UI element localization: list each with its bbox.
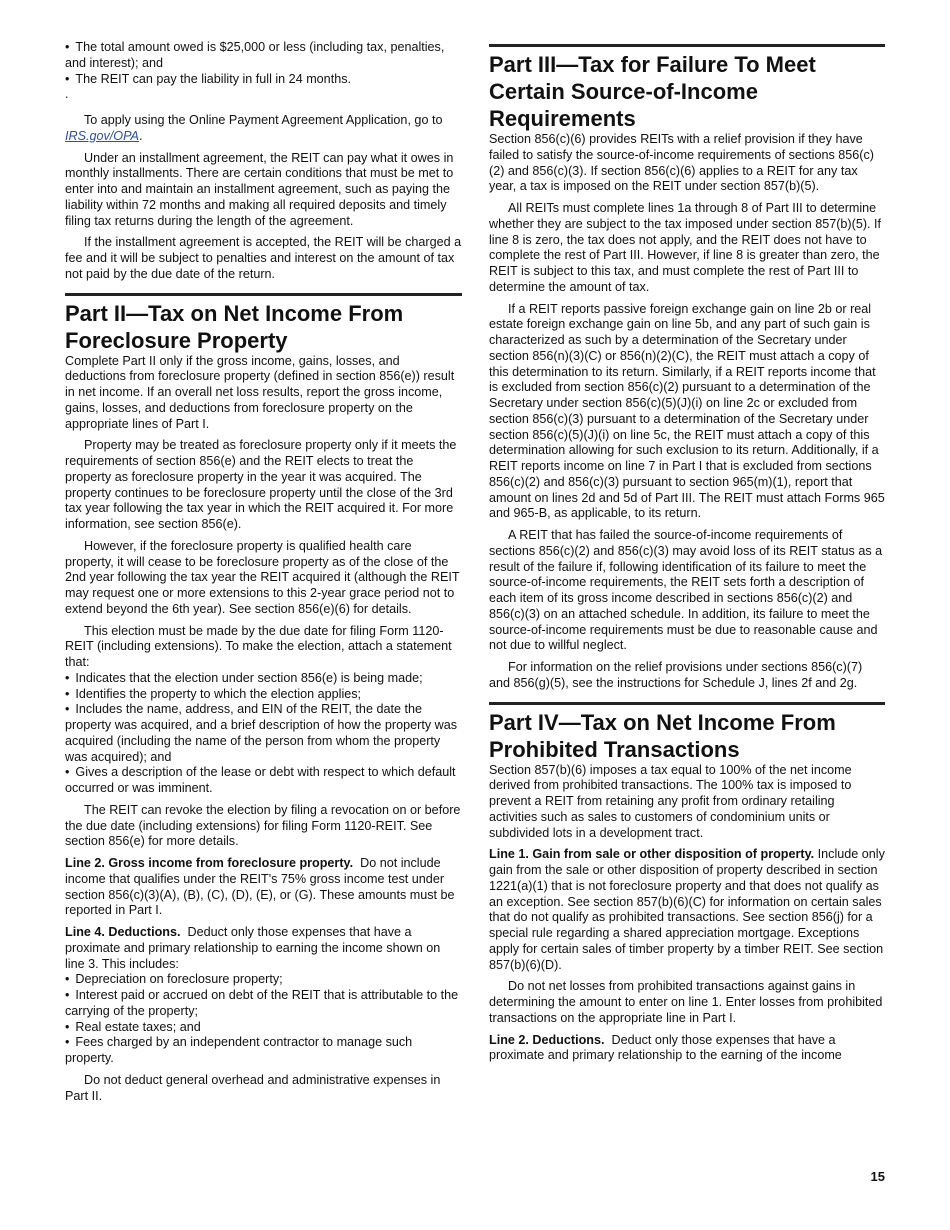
list-item: • Includes the name, address, and EIN of the REIT, the date the property was acquired, and a brief description of how the property was acquired (including the name of the person from whom the property was acquired); and (65, 702, 462, 765)
part4-heading: Part IV—Tax on Net Income From Prohibited Transactions (489, 709, 836, 762)
part3-heading: Part III—Tax for Failure To Meet Certain Source-of-Income Requirements (489, 52, 816, 131)
paragraph: If the installment agreement is accepted, the REIT will be charged a fee and it will be subject to penalties and interest on the amount of tax not paid by the due date of the return. (65, 235, 462, 281)
line1-paragraph: Line 1. Gain from sale or other disposition of property. Include only gain from the sale or other disposition of property described in section 1221(a)(1) that is not foreclosure property and that does not qualify as an exception. See section 857(b)(6)(C) for information on certain sales that do not qualify as prohibited transactions. See section 856(j) for a special rule regarding a shared appreciation mortgage. Exceptions apply for certain sales of timber property by a timber REIT. See section 857(b)(6)(D). (489, 847, 885, 972)
paragraph: Under an installment agreement, the REIT can pay what it owes in monthly installments. There are certain conditions that must be met to enter into and maintain an installment agreement, such as paying the liability within 72 months and making all required deposits and timely filing tax returns during the length of the agreement. (65, 150, 454, 228)
list-item: • The total amount owed is $25,000 or less (including tax, penalties, and interest); and (65, 40, 462, 72)
line2-paragraph: Line 2. Gross income from foreclosure property. Do not include income that qualifies under the REIT's 75% gross income test under section 856(c)(3)(A), (B), (C), (D), (E), or (G). These amounts must be reported in Part I. (65, 856, 455, 918)
line2-lead: Line 2. Deductions. (489, 1032, 605, 1047)
list-item: • The REIT can pay the liability in full in 24 months. (65, 72, 462, 88)
left-column (65, 40, 462, 1110)
list-item: • Real estate taxes; and (65, 1020, 462, 1036)
list-item: • Gives a description of the lease or debt with respect to which default occurred or was imminent. (65, 765, 462, 797)
part2-heading: Part II—Tax on Net Income From Foreclosure Property (65, 300, 404, 353)
paragraph: Section 857(b)(6) imposes a tax equal to 100% of the net income derived from prohibited transactions. The 100% tax is imposed to prevent a REIT from retaining any profit from ordinary retailing activities such as sales to customers of condominium units or subdivided lots in a development tract. (489, 762, 852, 840)
paragraph: Complete Part II only if the gross income, gains, losses, and deductions from foreclosure property (defined in section 856(e)) result in net income. If an overall net loss results, report the gross income, gains, losses, and deductions from foreclosure property on the appropriate lines of Part I. (65, 353, 455, 431)
list-item: • Fees charged by an independent contractor to manage such property. (65, 1035, 462, 1067)
paragraph: However, if the foreclosure property is qualified health care property, it will cease to be foreclosure property as of the close of the 2nd year following the tax year the REIT acquired it (although the REIT may request one or more extensions to this 2-year grace period not to extend beyond the 6th year). See section 856(e)(6) for details. (65, 538, 460, 616)
list-item: • Indicates that the election under section 856(e) is being made; (65, 671, 462, 687)
line2-paragraph: Line 2. Deductions. Deduct only those expenses that have a proximate and primary relationship to the earning of the income (489, 1032, 842, 1063)
opa-paragraph: To apply using the Online Payment Agreement Application, go to IRS.gov/OPA. (65, 113, 443, 143)
stray-dot: . (65, 87, 69, 102)
paragraph: Property may be treated as foreclosure property only if it meets the requirements of section 856(e) and the REIT elects to treat the property as foreclosure property in the year it was acquired. The property continues to be foreclosure property until the close of the 3rd tax year following the tax year in which the REIT acquired it. For more information, see section 856(e). (65, 438, 457, 531)
section-divider (489, 44, 885, 47)
section-divider (489, 702, 885, 705)
paragraph: This election must be made by the due date for filing Form 1120-REIT (including extensions). To make the election, attach a statement that: (65, 623, 452, 669)
list-item: • Depreciation on foreclosure property; (65, 972, 462, 988)
right-column (489, 40, 885, 1070)
line4-paragraph: Line 4. Deductions. Deduct only those expenses that have a proximate and primary relationship to earning the income shown on line 3. This includes: (65, 925, 441, 971)
line1-lead: Line 1. Gain from sale or other disposition of property. (489, 847, 815, 862)
list-item: • Identifies the property to which the election applies; (65, 687, 462, 703)
paragraph: The REIT can revoke the election by filing a revocation on or before the due date (including extensions) for filing Form 1120-REIT. See section 856(e) for more details. (65, 802, 461, 849)
paragraph: All REITs must complete lines 1a through 8 of Part III to determine whether they are subject to the tax imposed under section 857(b)(5). If line 8 is zero, the tax does not apply, and the REIT does not have to complete the rest of Part III. However, if line 8 is greater than zero, the REIT is subject to this tax, and must complete the rest of Part III to determine the amount of tax. (489, 201, 882, 294)
list-item: • Interest paid or accrued on debt of the REIT that is attributable to the carrying of the property; (65, 988, 462, 1020)
paragraph: For information on the relief provisions under sections 856(c)(7) and 856(g)(5), see the instructions for Schedule J, lines 2f and 2g. (489, 660, 863, 690)
section-divider (65, 293, 462, 296)
line4-lead: Line 4. Deductions. (65, 925, 181, 939)
paragraph: A REIT that has failed the source-of-income requirements of sections 856(c)(2) and 856(c)(3) may avoid loss of its REIT status as a result of the failure if, following identification of its failure to meet the source-of-income requirements, the REIT sets forth a description of each item of its gross income described in sections 856(c)(2) and 856(c)(3) on an attached schedule. In addition, its failure to meet the source-of-income requirements must be due to reasonable cause and not due to willful neglect. (489, 528, 883, 653)
paragraph: Do not deduct general overhead and administrative expenses in Part II. (65, 1072, 441, 1103)
page-number: 15 (870, 1169, 885, 1184)
paragraph: If a REIT reports passive foreign exchange gain on line 2b or real estate foreign exchange gain on line 5b, and any part of such gain is characterized as such by a determination of the Secretary under section 856(n)(3)(C) or 856(n)(2)(C), the REIT must attach a copy of this determination to its return. Similarly, if a REIT reports income that is excluded from section 856(c)(2) pursuant to a determination of the Secretary under section 856(c)(5)(J)(i) on line 2c or excluded from section 856(c)(3) pursuant to a determination of the Secretary under section 856(c)(5)(J)(i) on line 5c, the REIT must attach a copy of this determination allowing for such exclusion to its return. Additionally, if a REIT reports income on line 7 in Part I that is excluded from sections 856(c)(2) and 856(c)(3) pursuant to section 965(m)(1), report that amount on lines 2d and 5d of Part III. The REIT must attach Forms 965 and 965-B, as applicable, to its return. (489, 301, 885, 521)
opa-link[interactable]: IRS.gov/OPA (65, 128, 139, 143)
line2-lead: Line 2. Gross income from foreclosure property. (65, 856, 354, 870)
paragraph: Section 856(c)(6) provides REITs with a relief provision if they have failed to satisfy the source-of-income requirements of sections 856(c)(2) and 856(c)(3). If section 856(c)(6) applies to a REIT for any tax year, a tax is imposed on the REIT under section 857(b)(5). (489, 132, 874, 194)
paragraph: Do not net losses from prohibited transactions against gains in determining the amount to enter on line 1. Enter losses from prohibited transactions on the appropriate line in Part I. (489, 979, 883, 1025)
